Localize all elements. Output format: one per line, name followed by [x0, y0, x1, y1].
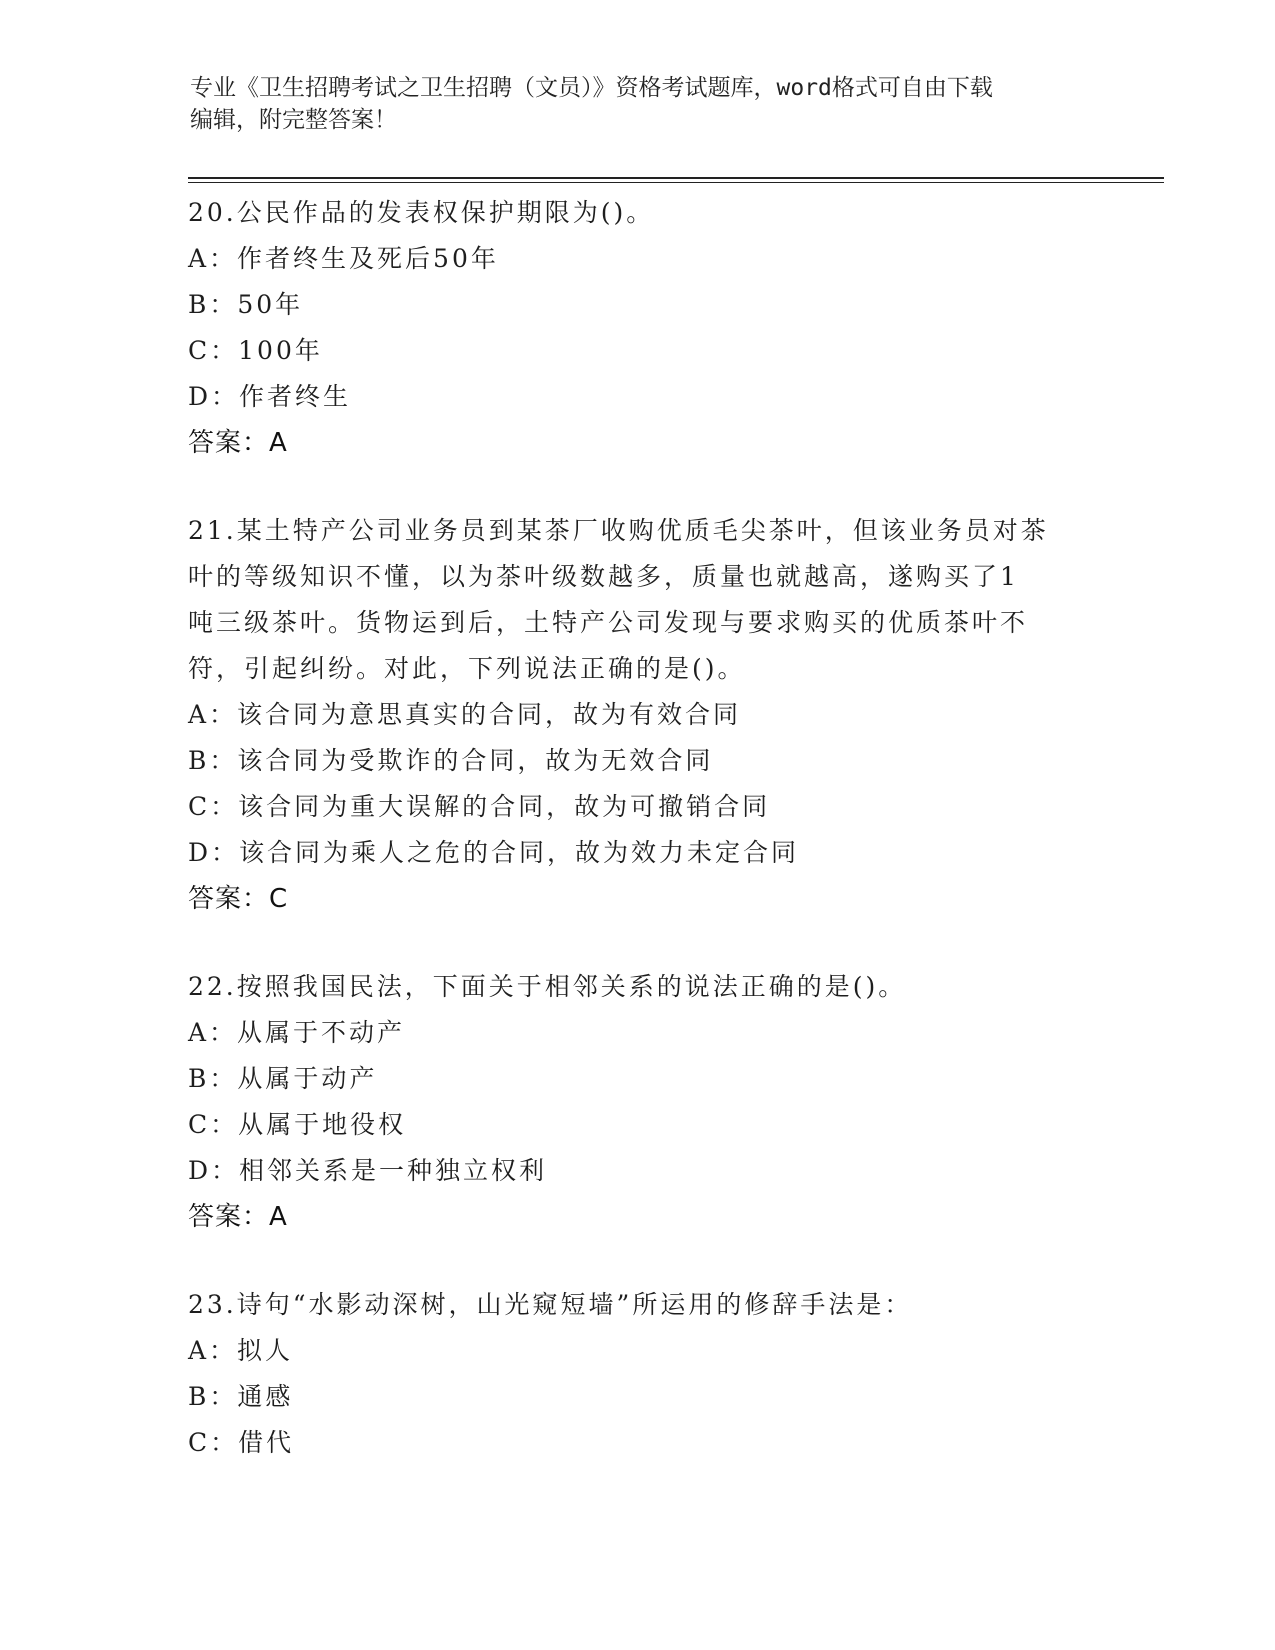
header-divider-thick [188, 177, 1164, 179]
option-d: D：相邻关系是一种独立权利 [188, 1156, 548, 1185]
option-a: A：该合同为意思真实的合同，故为有效合同 [188, 700, 742, 729]
option-c: C：从属于地役权 [188, 1110, 407, 1139]
option-d: D：作者终生 [188, 382, 352, 411]
question-stem: 23.诗句“水影动深树，山光窥短墙”所运用的修辞手法是： [188, 1290, 913, 1319]
option-b: B：从属于动产 [188, 1064, 378, 1093]
question-stem: 22.按照我国民法，下面关于相邻关系的说法正确的是()。 [188, 972, 907, 1001]
option-b: B：通感 [188, 1382, 294, 1411]
question-item [188, 190, 1088, 466]
option-d: D：该合同为乘人之危的合同，故为效力未定合同 [188, 838, 800, 867]
header-divider-thin [188, 182, 1164, 183]
option-a: A：拟人 [188, 1336, 294, 1365]
header-line-2: 编辑，附完整答案！ [190, 107, 397, 133]
option-b: B：50年 [188, 290, 304, 319]
answer-line: 答案：A [188, 1202, 288, 1232]
question-stem: 20.公民作品的发表权保护期限为()。 [188, 198, 655, 227]
answer-line: 答案：C [188, 884, 289, 914]
question-item [188, 964, 1088, 1240]
option-c: C：借代 [188, 1428, 295, 1457]
question-stem: 叶的等级知识不懂，以为茶叶级数越多，质量也就越高，遂购买了1 [188, 562, 1019, 591]
question-stem: 吨三级茶叶。货物运到后，土特产公司发现与要求购买的优质茶叶不 [188, 608, 1029, 637]
header-line-1: 专业《卫生招聘考试之卫生招聘（文员）》资格考试题库，word格式可自由下载 [190, 75, 993, 101]
question-item [188, 508, 1088, 922]
option-b: B：该合同为受欺诈的合同，故为无效合同 [188, 746, 714, 775]
question-spacer [188, 922, 1088, 964]
answer-line: 答案：A [188, 428, 288, 458]
option-c: C：100年 [188, 336, 323, 365]
question-stem: 21.某土特产公司业务员到某茶厂收购优质毛尖茶叶，但该业务员对茶 [188, 516, 1049, 545]
question-spacer [188, 466, 1088, 508]
document-header [190, 72, 1090, 136]
question-item [188, 1282, 1088, 1466]
option-c: C：该合同为重大误解的合同，故为可撤销合同 [188, 792, 771, 821]
option-a: A：作者终生及死后50年 [188, 244, 499, 273]
question-spacer [188, 1240, 1088, 1282]
question-stem: 符，引起纠纷。对此，下列说法正确的是()。 [188, 654, 746, 683]
option-a: A：从属于不动产 [188, 1018, 406, 1047]
question-list [188, 190, 1088, 1466]
